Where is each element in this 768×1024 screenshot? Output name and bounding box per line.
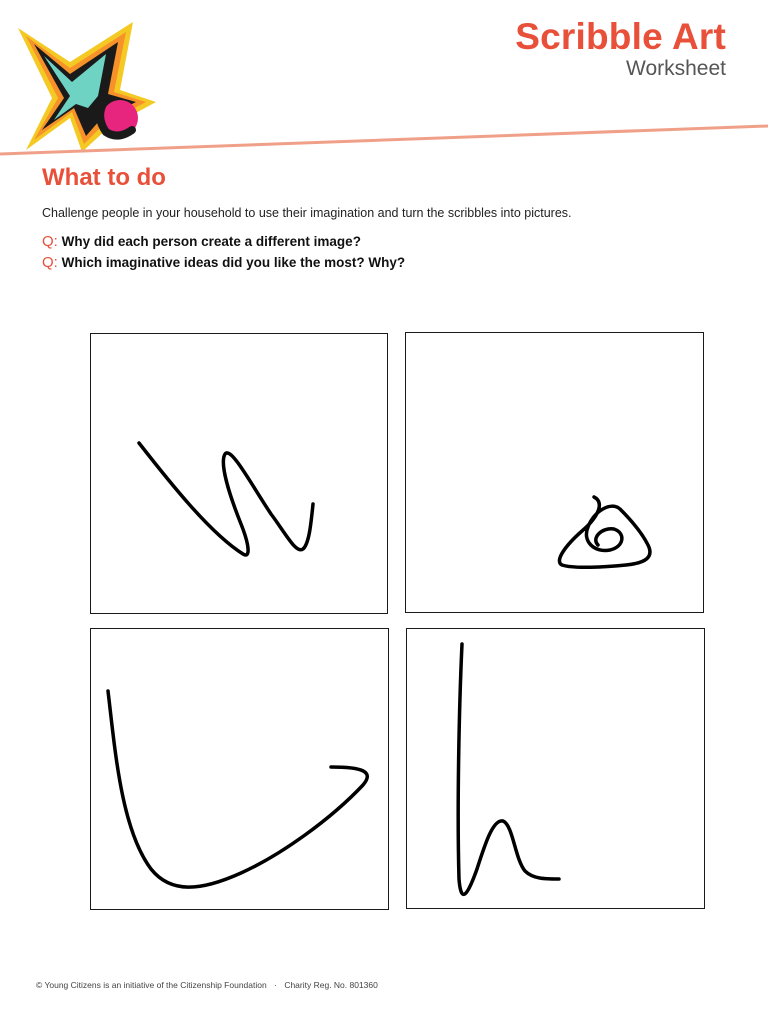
header-divider (0, 120, 768, 160)
question-text: Why did each person create a different image? (61, 234, 361, 249)
footer-separator: · (274, 980, 277, 990)
section-title: What to do (42, 164, 166, 191)
question-prefix: Q: (42, 233, 58, 250)
scribble-spiral (406, 333, 705, 614)
scribble-hook (407, 629, 706, 910)
question-text: Which imaginative ideas did you like the most? Why? (61, 255, 406, 270)
question-2 (42, 254, 405, 272)
intro-text: Challenge people in your household to use their imagination and turn the scribbles into pictures. (42, 206, 572, 220)
page-title: Scribble Art (515, 16, 726, 57)
page-subtitle: Worksheet (626, 57, 726, 80)
scribble-curve (91, 629, 390, 911)
question-prefix: Q: (42, 254, 58, 271)
footer-copyright: © Young Citizens is an initiative of the Citizenship Foundation (36, 980, 267, 990)
scribble-box-3[interactable] (90, 628, 389, 910)
scribble-box-4[interactable] (406, 628, 705, 909)
footer-charity: Charity Reg. No. 801360 (284, 980, 378, 990)
scribble-box-1[interactable] (90, 333, 388, 614)
scribble-box-2[interactable] (405, 332, 704, 613)
footer (36, 980, 378, 990)
question-1 (42, 233, 361, 251)
scribble-zigzag (91, 334, 389, 615)
